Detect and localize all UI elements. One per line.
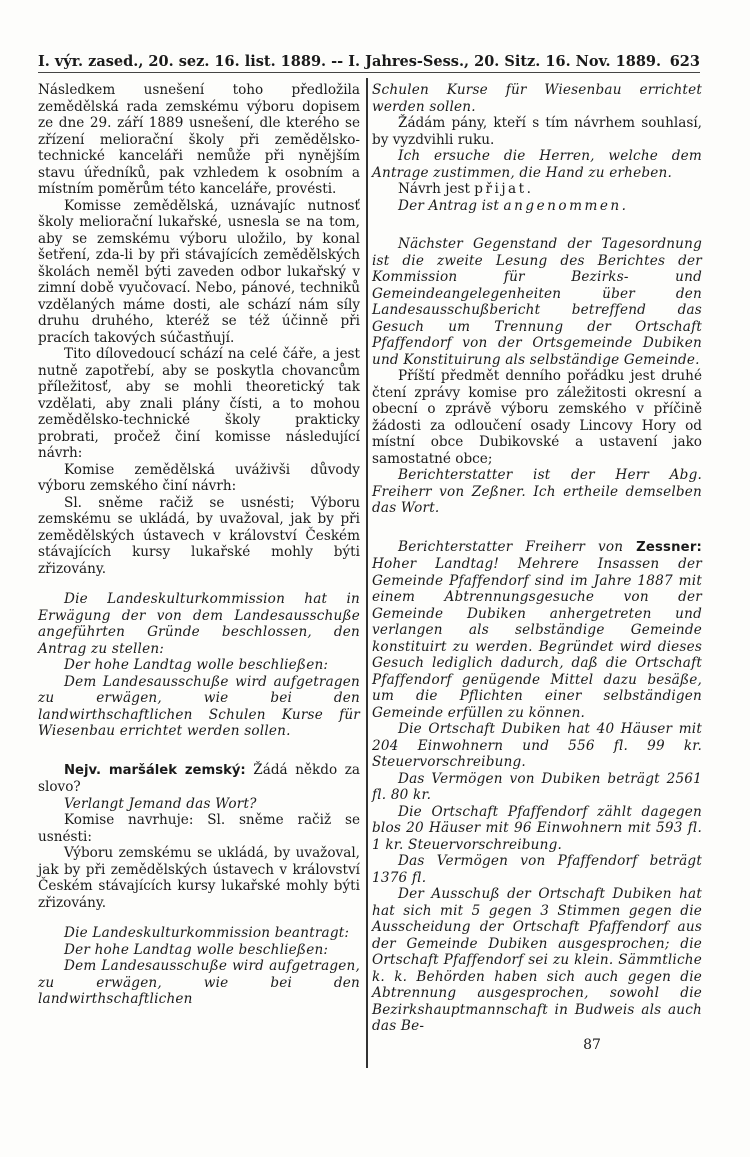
paragraph-gap: [38, 577, 360, 591]
paragraph-gap: [372, 517, 702, 539]
paragraph-text: Die Ortschaft Pfaffendorf zählt dagegen blos 20 Häuser mit 96 Einwohnern mit 593 fl. 1 kr. Steuervorschreibung.: [372, 803, 702, 853]
paragraph: [38, 346, 360, 462]
paragraph-text: Der hohe Landtag wolle beschließen:: [64, 941, 329, 958]
paragraph: [38, 812, 360, 845]
paragraph-text: Komise navrhuje: Sl. sněme račiž se usnésti:: [38, 812, 360, 845]
paragraph: [38, 495, 360, 578]
speaker-name: Zessner:: [636, 539, 702, 555]
paragraph-text: Der hohe Landtag wolle beschließen:: [64, 657, 329, 673]
speech-text: Hoher Landtag! Mehrere Insassen der Gemeinde Pfaffendorf sind im Jahre 1887 mit einem Abtrennungsgesuche von der Gemeinde Dubiken anhergetreten und verlangen als selbständige Gemeinde konstituirt zu werden. Begründet wird dieses Gesuch lediglich dadurch, daß die Ortschaft Pfaffendorf genügende Mittel dazu besäße, um die Pflichten einer selbständigen Gemeinde erfüllen zu können.: [372, 556, 702, 721]
paragraph: [372, 82, 702, 115]
paragraph: [372, 115, 702, 148]
paragraph: [372, 886, 702, 1035]
speaker-prefix: Berichterstatter Freiherr von: [398, 538, 637, 555]
page-number: 623: [669, 53, 700, 70]
paragraph-text: Nächster Gegenstand der Tagesordnung ist die zweite Lesung des Berichtes der Kommission für Bezirks- und Gemeindeangelegenheiten über den Landesausschußbericht betreffend das Gesuch um Trennung der Ortschaft Pfaffendorf von der Ortsgemeinde Dubiken und Konstituirung als selbständige Gemeinde.: [372, 236, 702, 368]
paragraph: [38, 591, 360, 657]
paragraph-text: Komisse zemědělská, uznávajíc nutnosť školy meliorační lukařské, usnesla se na tom, aby se zemskému výboru uložilo, by konal šetření, zda-li by při stávajících zemědělských školách neměl býti zaveden odbor lukařský v zimní době vyučovací. Nebo, pánové, techniků vzdělaných máme dosti, ale schází nám síly druhu druhého, kteréž se též účinně při pracích takových súčastňují.: [38, 197, 360, 346]
paragraph: [372, 771, 702, 804]
paragraph-text: Dem Landesausschuße wird aufgetragen zu erwägen, wie bei den landwirthschaftlichen Schulen Kurse für Wiesenbau errichtet werden sollen.: [38, 673, 360, 739]
paragraph: [38, 657, 360, 674]
paragraph-text: Schulen Kurse für Wiesenbau errichtet werden sollen.: [372, 82, 702, 115]
paragraph-text: Tito dílovedoucí schází na celé čáře, a jest nutně zapotřebí, aby se poskytla chovancům příležitosť, aby se mohli theoretický tak vzdělati, aby znali plány čísti, a to mohou zemědělsko-technické školy prakticky probrati, pročež činí komisse následující návrh:: [38, 346, 360, 461]
paragraph: [38, 198, 360, 347]
paragraph: [372, 181, 702, 198]
paragraph-text: Berichterstatter ist der Herr Abg. Freiherr von Zeßner. Ich ertheile demselben das Wort.: [372, 467, 702, 516]
paragraph: [38, 82, 360, 198]
paragraph: [372, 467, 702, 517]
speaker-name: Nejv. maršálek zemský:: [64, 762, 246, 778]
paragraph-text: Der Ausschuß der Ortschaft Dubiken hat hat sich mit 5 gegen 3 Stimmen gegen die Ausscheidung der Ortschaft Pfaffendorf aus der Gemeinde Dubiken ausgesprochen; die Ortschaft Pfaffendorf sei zu klein. Sämmtliche k. k. Behörden haben sich auch gegen die Abtrennung ausgesprochen, sowohl die Bezirkshauptmannschaft in Budweis als auch das Be-: [372, 886, 702, 1034]
speech-text: Žádá někdo za slovo?: [38, 761, 360, 795]
paragraph: [372, 853, 702, 886]
right-column: [372, 82, 702, 1053]
paragraph-text: Příští předmět denního pořádku jest druhé čtení zprávy komise pro záležitosti okresní a obecní o zprávě výboru zemského v příčině žádosti za odloučení osady Lincovy Hory od místní obce Dubikovské a ustavení jako samostatné obce;: [372, 368, 702, 467]
resolution-prefix: Der Antrag ist: [398, 197, 504, 214]
resolution-emphasis: přijat.: [474, 181, 534, 197]
paragraph: [38, 845, 360, 911]
resolution-prefix: Návrh jest: [398, 181, 475, 197]
header-title: I. výr. zased., 20. sez. 16. list. 1889. -- I. Jahres-Sess., 20. Sitz. 16. Nov. 1889.: [38, 53, 662, 70]
paragraph-text: Ich ersuche die Herren, welche dem Antrage zustimmen, die Hand zu erheben.: [372, 148, 702, 181]
paragraph-text: Die Landeskulturkommission beantragt:: [64, 925, 350, 941]
paragraph: [38, 674, 360, 740]
paragraph-text: Žádám pány, kteří s tím návrhem souhlasí, by vyzdvihli ruku.: [372, 115, 702, 148]
paragraph: [38, 958, 360, 1008]
paragraph-text: Das Vermögen von Pfaffendorf beträgt 1376 fl.: [372, 853, 702, 886]
paragraph-text: Výboru zemskému se ukládá, by uvažoval, jak by při zemědělských ústavech v království Českém stávajících kursy lukařské mohly býti zřizovány.: [38, 845, 360, 911]
paragraph-text: Následkem usnešení toho předložila zemědělská rada zemskému výboru dopisem ze dne 29. září 1889 usnešení, dle kterého se zřízení meliorační školy při zemědělsko-technické kanceláři nemůže při nynějším stavu úředníků, pak vzhledem k osobním a místním poměrům této kanceláře, provésti.: [38, 82, 360, 197]
paragraph-text: Sl. sněme račiž se usnésti; Výboru zemskému se ukládá, by uvažoval, jak by při zemědělských ústavech v království Českém stávajících kursy lukařské mohly býti zřizovány.: [38, 494, 360, 577]
paragraph: [372, 148, 702, 181]
paragraph: [38, 942, 360, 959]
paragraph: [372, 368, 702, 467]
paragraph-text: Das Vermögen von Dubiken beträgt 2561 fl. 80 kr.: [372, 770, 702, 803]
paragraph-gap: [372, 214, 702, 236]
paragraph-gap: [38, 740, 360, 762]
paragraph-text: Verlangt Jemand das Wort?: [64, 795, 257, 812]
resolution-emphasis: angenommen.: [503, 197, 629, 214]
paragraph: [372, 539, 702, 722]
paragraph-text: Die Ortschaft Dubiken hat 40 Häuser mit 204 Einwohnern und 556 fl. 99 kr. Steuervorschreibung.: [372, 721, 702, 770]
paragraph: [38, 796, 360, 813]
paragraph-text: Die Landeskulturkommission hat in Erwägung der von dem Landesausschuße angeführten Gründe beschlossen, den Antrag zu stellen:: [38, 591, 360, 657]
paragraph-text: Komise zemědělská uváživši důvody výboru zemského činí návrh:: [38, 461, 360, 494]
paragraph: [372, 804, 702, 854]
column-divider: [366, 78, 368, 1068]
paragraph: [38, 925, 360, 942]
running-header: [38, 48, 700, 73]
paragraph-text: Dem Landesausschuße wird aufgetragen, zu erwägen, wie bei den landwirthschaftlichen: [38, 958, 360, 1007]
paragraph-gap: [38, 911, 360, 925]
paragraph: [38, 462, 360, 495]
paragraph: [38, 762, 360, 796]
left-column: [38, 82, 360, 1008]
paragraph: [372, 198, 702, 215]
paragraph: [372, 236, 702, 368]
folio-signature: 87: [583, 1036, 601, 1053]
paragraph: [372, 721, 702, 771]
